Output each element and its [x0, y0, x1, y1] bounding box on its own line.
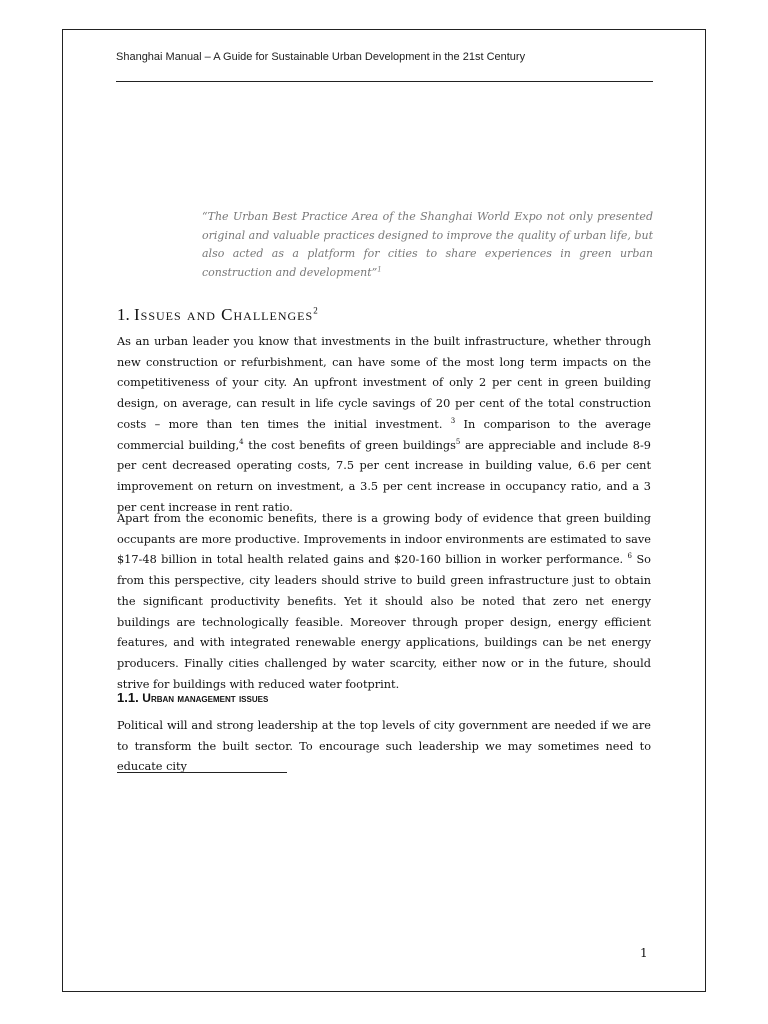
page-number: 1 [640, 946, 648, 960]
paragraph-text: So from this perspective, city leaders should strive to build green infrastructure just to obtain the significant productivity benefits. Yet it should also be noted that zero net energy buildings are technologically feasible. Moreover through proper design, energy efficient features, and with integrated renewable energy applications, buildings can be net energy producers. Finally cities challenged by water scarcity, either now or in the future, should strive for buildings with reduced water footprint. [117, 553, 651, 691]
subsection-number: 1.1. [117, 690, 143, 705]
footnote-ref[interactable]: 3 [450, 417, 456, 426]
footnote-ref[interactable]: 6 [627, 552, 633, 561]
subsection-heading [117, 690, 268, 705]
footnote-ref[interactable]: 2 [313, 305, 318, 316]
paragraph-text: the cost benefits of green buildings [243, 438, 456, 452]
paragraph-text: As an urban leader you know that investments in the built infrastructure, whether through new construction or refurbishment, can have some of the most long term impacts on the competitiveness of your city. An upfront investment of only 2 per cent in green building design, on average, can result in life cycle savings of 20 per cent of the total construction costs – more than ten times the initial investment. [117, 335, 651, 431]
section-heading [117, 305, 318, 325]
body-paragraph [117, 332, 651, 518]
body-paragraph [117, 509, 651, 695]
running-header: Shanghai Manual – A Guide for Sustainable Urban Development in the 21st Century [116, 51, 526, 63]
footnote-ref[interactable]: 1 [377, 264, 382, 273]
header-divider [116, 81, 653, 82]
paragraph-text: are appreciable and include 8-9 per cent decreased operating costs, 7.5 per cent increase in building value, 6.6 per cent improvement on return on investment, a 3.5 per cent increase in occupancy ratio, and a 3 per cent increase in rent ratio. [117, 438, 651, 514]
body-paragraph: Political will and strong leadership at the top levels of city government are needed if we are to transform the built sector. To encourage such leadership we may sometimes need to educate city [117, 719, 651, 774]
footnote-ref[interactable]: 5 [455, 437, 461, 446]
epigraph-quote [202, 208, 653, 282]
subsection-title: Urban management issues [142, 691, 269, 705]
footnote-divider [117, 772, 287, 773]
section-number: 1. [117, 305, 134, 324]
paragraph-text: In comparison to the average commercial building, [117, 417, 651, 452]
quote-text: “The Urban Best Practice Area of the Shanghai World Expo not only presented original and valuable practices designed to improve the quality of urban life, but also acted as a platform for cities to share experiences in green urban construction and development” [202, 210, 653, 279]
paragraph-text: Apart from the economic benefits, there is a growing body of evidence that green building occupants are more productive. Improvements in indoor environments are estimated to save $17-48 billion in total health related gains and $20-160 billion in worker performance. [117, 512, 651, 567]
footnote-ref[interactable]: 4 [239, 437, 244, 446]
section-title: Issues and Challenges [134, 305, 314, 324]
